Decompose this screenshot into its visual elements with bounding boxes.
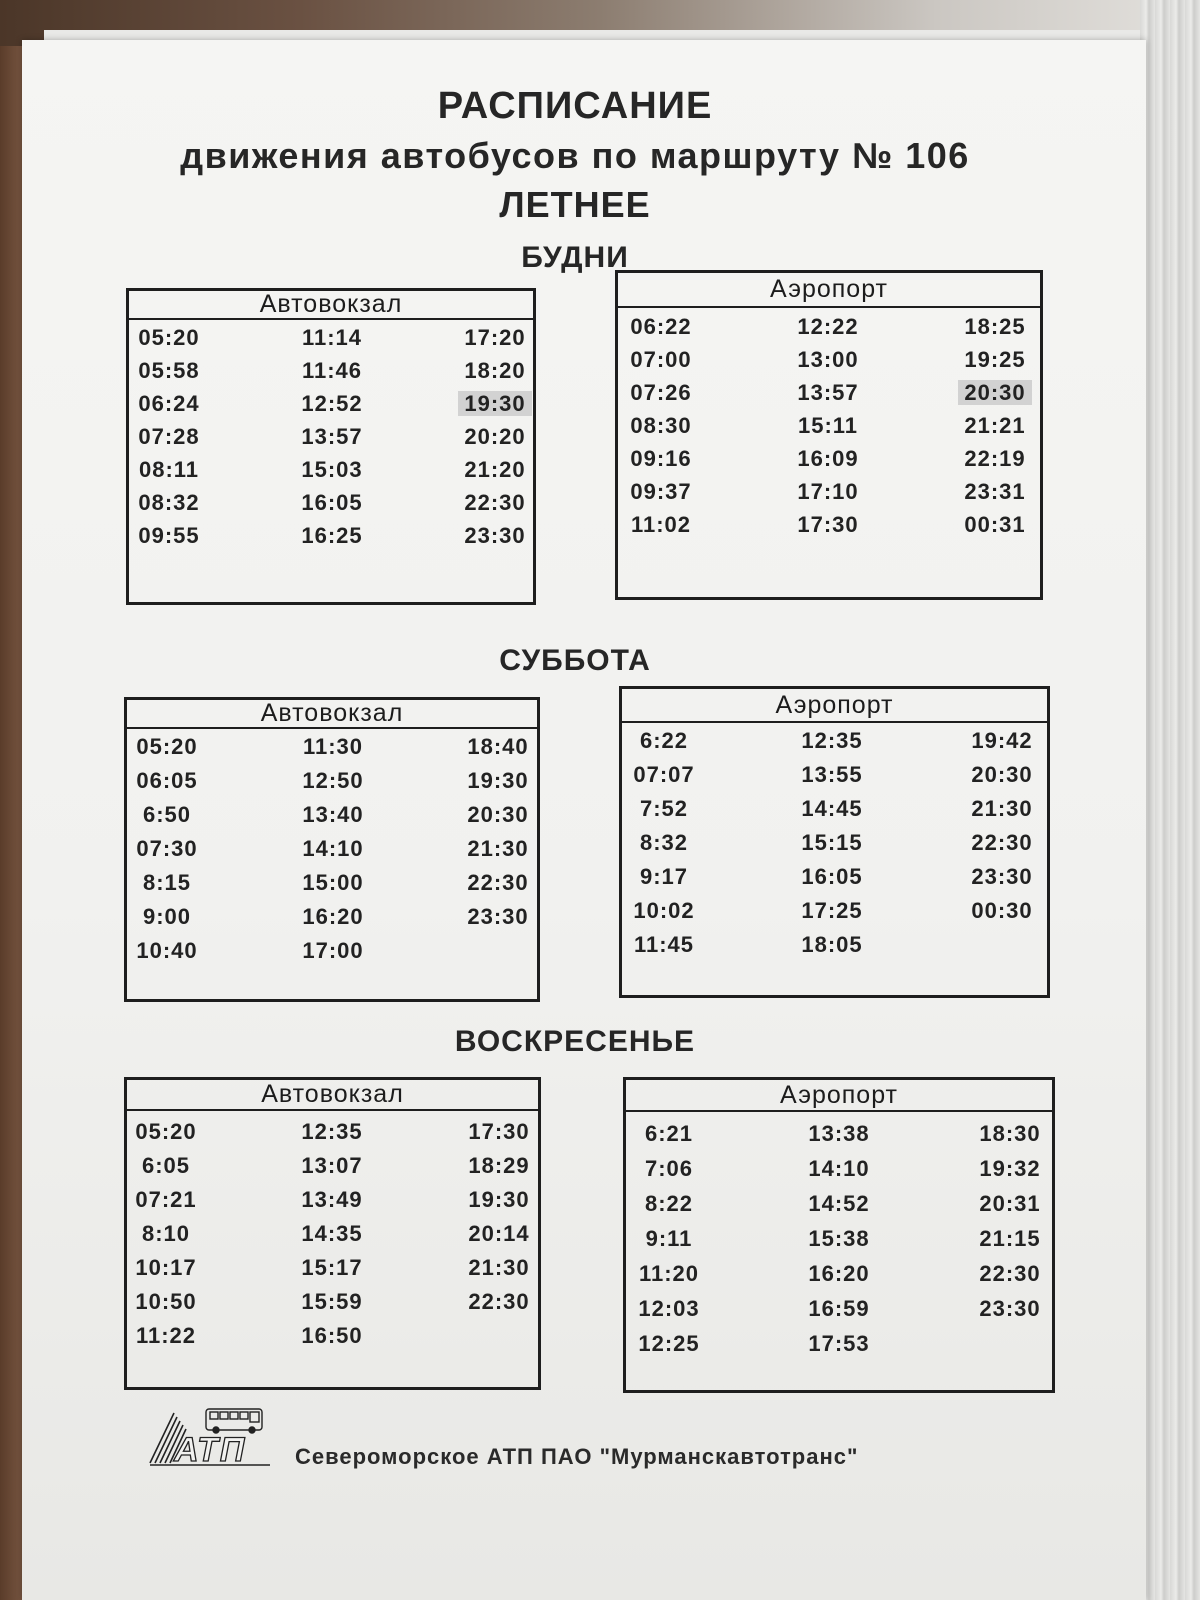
departure-time: 16:20 [808,1261,870,1286]
departure-time: 10:40 [136,938,198,963]
time-cell [955,442,1035,475]
timetable-saturday-airport [619,686,1050,998]
time-cell [792,860,872,894]
time-cell [970,1221,1050,1256]
time-cell [129,387,209,420]
time-cell [459,1115,539,1149]
time-cell [629,1221,709,1256]
timetable-header: Аэропорт [618,273,1040,308]
time-cell [292,1285,372,1319]
departure-time: 6:50 [142,802,192,827]
departure-time: 8:32 [639,830,689,855]
departure-time: 08:30 [630,413,692,438]
time-cell [458,900,538,934]
time-cell [458,764,538,798]
season-label: ЛЕТНЕЕ [499,184,651,225]
departure-time: 15:38 [808,1226,870,1251]
departure-time: 23:31 [964,479,1026,504]
day-heading-saturday: СУББОТА [499,644,651,677]
timetable-header: Автовокзал [129,291,533,320]
time-cell [458,866,538,900]
timetable-weekdays-bus-station [126,288,536,605]
time-cell [127,798,207,832]
time-cell [455,519,535,552]
departure-time: 10:02 [633,898,695,923]
departure-time: 15:17 [301,1255,363,1280]
time-cell [455,321,535,354]
departure-time: 13:38 [808,1121,870,1146]
time-column [970,1116,1050,1326]
timetable-saturday-bus-station [124,697,540,1002]
timetable-sunday-bus-station [124,1077,541,1390]
departure-time: 07:30 [136,836,198,861]
departure-time: 6:21 [644,1121,694,1146]
departure-time: 06:05 [136,768,198,793]
day-heading-sunday: ВОСКРЕСЕНЬЕ [454,1025,696,1058]
time-cell [962,826,1042,860]
time-cell [621,475,701,508]
time-cell [955,376,1035,409]
time-cell [621,310,701,343]
time-cell [293,934,373,968]
time-cell [970,1291,1050,1326]
departure-time: 20:14 [468,1221,530,1246]
time-cell [293,730,373,764]
departure-time: 22:30 [971,830,1033,855]
departure-time: 8:15 [142,870,192,895]
time-cell [292,1115,372,1149]
departure-time: 6:05 [141,1153,191,1178]
time-cell [126,1285,206,1319]
departure-time: 00:31 [964,512,1026,537]
departure-time: 05:20 [136,734,198,759]
departure-time: 07:26 [630,380,692,405]
departure-time: 09:55 [138,523,200,548]
departure-time: 15:00 [302,870,364,895]
time-cell [792,894,872,928]
departure-time: 7:52 [639,796,689,821]
time-cell [970,1186,1050,1221]
time-cell [792,758,872,792]
time-cell [799,1221,879,1256]
time-column [126,1115,206,1353]
time-cell [962,860,1042,894]
departure-time: 14:35 [301,1221,363,1246]
departure-time: 10:17 [135,1255,197,1280]
departure-time: 13:49 [301,1187,363,1212]
departure-time: 21:30 [971,796,1033,821]
time-cell [129,354,209,387]
departure-time: 19:32 [979,1156,1041,1181]
time-cell [962,758,1042,792]
time-cell [458,798,538,832]
departure-time-marked: 19:30 [458,391,531,416]
time-cell [455,387,535,420]
time-cell [129,420,209,453]
departure-time: 11:45 [633,932,695,957]
departure-time: 12:35 [801,728,863,753]
time-cell [455,486,535,519]
departure-time: 17:20 [464,325,526,350]
time-cell [788,475,868,508]
time-cell [792,826,872,860]
departure-time: 09:16 [630,446,692,471]
time-cell [799,1116,879,1151]
time-column [292,1115,372,1353]
departure-time: 22:30 [467,870,529,895]
time-cell [127,934,207,968]
departure-time: 12:22 [797,314,859,339]
time-cell [458,730,538,764]
bus-icon [206,1409,262,1433]
departure-time: 8:10 [141,1221,191,1246]
departure-time: 15:59 [301,1289,363,1314]
departure-time: 19:30 [467,768,529,793]
departure-time: 18:29 [468,1153,530,1178]
departure-time: 16:25 [301,523,363,548]
departure-time: 12:50 [302,768,364,793]
departure-time: 15:11 [797,413,859,438]
departure-time: 07:21 [135,1187,197,1212]
timetable-weekdays-airport [615,270,1043,600]
time-cell [970,1116,1050,1151]
departure-time: 18:20 [464,358,526,383]
departure-time: 23:30 [467,904,529,929]
company-logo [148,1405,273,1467]
time-cell [455,420,535,453]
departure-time: 19:25 [964,347,1026,372]
time-column [792,724,872,962]
time-column [621,310,701,541]
time-cell [792,928,872,962]
time-cell [292,519,372,552]
time-column [459,1115,539,1319]
departure-time: 11:02 [630,512,692,537]
organization-name: Североморское АТП ПАО "Мурманскавтотранс" [295,1444,859,1469]
time-cell [792,724,872,758]
time-cell [127,866,207,900]
time-cell [955,310,1035,343]
time-cell [127,730,207,764]
departure-time: 17:10 [797,479,859,504]
time-cell [621,409,701,442]
departure-time: 13:55 [801,762,863,787]
departure-time: 13:40 [302,802,364,827]
time-cell [455,453,535,486]
departure-time: 16:05 [801,864,863,889]
time-cell [459,1251,539,1285]
time-cell [292,1251,372,1285]
time-cell [621,376,701,409]
time-column [293,730,373,968]
time-cell [292,420,372,453]
time-cell [127,764,207,798]
timetable-header: Автовокзал [127,700,537,729]
departure-time: 06:24 [138,391,200,416]
departure-time: 07:28 [138,424,200,449]
departure-time: 07:07 [633,762,695,787]
departure-time: 9:00 [142,904,192,929]
time-cell [624,928,704,962]
time-cell [292,1217,372,1251]
time-cell [962,724,1042,758]
time-cell [293,764,373,798]
departure-time: 18:05 [801,932,863,957]
time-cell [126,1217,206,1251]
time-cell [292,453,372,486]
timetable-header: Аэропорт [626,1080,1052,1112]
departure-time: 13:57 [301,424,363,449]
time-cell [624,792,704,826]
departure-time: 17:25 [801,898,863,923]
time-cell [788,442,868,475]
departure-time: 16:59 [808,1296,870,1321]
time-column [127,730,207,968]
time-column [624,724,704,962]
time-column [799,1116,879,1361]
time-cell [129,519,209,552]
time-cell [799,1186,879,1221]
time-cell [799,1151,879,1186]
departure-time: 16:20 [302,904,364,929]
time-cell [624,826,704,860]
departure-time: 07:00 [630,347,692,372]
time-cell [292,1319,372,1353]
time-cell [126,1319,206,1353]
departure-time: 05:20 [135,1119,197,1144]
departure-time: 22:30 [464,490,526,515]
time-cell [955,508,1035,541]
departure-time: 18:30 [979,1121,1041,1146]
departure-time: 11:30 [302,734,364,759]
departure-time: 13:07 [301,1153,363,1178]
time-cell [799,1256,879,1291]
time-cell [629,1291,709,1326]
departure-time: 17:30 [797,512,859,537]
time-cell [458,832,538,866]
departure-time: 14:52 [808,1191,870,1216]
time-cell [459,1285,539,1319]
time-cell [955,475,1035,508]
time-cell [459,1149,539,1183]
departure-time: 23:30 [464,523,526,548]
time-cell [955,343,1035,376]
departure-time: 15:15 [801,830,863,855]
departure-time: 23:30 [971,864,1033,889]
day-heading-weekdays: БУДНИ [521,241,629,274]
time-cell [129,453,209,486]
time-cell [788,310,868,343]
departure-time: 17:53 [808,1331,870,1356]
time-cell [126,1183,206,1217]
time-column [292,321,372,552]
time-cell [624,758,704,792]
time-cell [292,387,372,420]
departure-time: 20:30 [971,762,1033,787]
departure-time: 14:10 [808,1156,870,1181]
time-cell [624,724,704,758]
departure-time: 11:46 [301,358,363,383]
time-cell [292,486,372,519]
time-cell [629,1116,709,1151]
departure-time: 05:20 [138,325,200,350]
time-cell [126,1149,206,1183]
time-cell [293,832,373,866]
time-column [455,321,535,552]
time-cell [970,1256,1050,1291]
departure-time: 17:00 [302,938,364,963]
departure-time: 05:58 [138,358,200,383]
departure-time: 12:03 [638,1296,700,1321]
time-cell [788,376,868,409]
departure-time: 8:22 [644,1191,694,1216]
departure-time: 14:45 [801,796,863,821]
time-cell [788,409,868,442]
time-column [788,310,868,541]
departure-time: 13:00 [797,347,859,372]
departure-time: 10:50 [135,1289,197,1314]
time-cell [293,866,373,900]
time-cell [962,792,1042,826]
departure-time: 21:20 [464,457,526,482]
departure-time: 23:30 [979,1296,1041,1321]
time-cell [621,442,701,475]
time-column [629,1116,709,1361]
time-column [129,321,209,552]
departure-time: 20:31 [979,1191,1041,1216]
departure-time: 21:15 [979,1226,1041,1251]
departure-time: 6:22 [639,728,689,753]
time-cell [459,1183,539,1217]
time-cell [629,1256,709,1291]
time-cell [292,321,372,354]
time-cell [788,508,868,541]
departure-time: 16:50 [301,1323,363,1348]
departure-time: 22:30 [468,1289,530,1314]
page-title: РАСПИСАНИЕ [437,85,713,127]
time-cell [621,343,701,376]
time-cell [621,508,701,541]
departure-time: 20:20 [464,424,526,449]
time-cell [799,1326,879,1361]
departure-time: 16:09 [797,446,859,471]
departure-time: 08:11 [138,457,200,482]
time-column [955,310,1035,541]
time-cell [293,900,373,934]
time-cell [126,1251,206,1285]
time-cell [293,798,373,832]
departure-time: 18:25 [964,314,1026,339]
departure-time: 7:06 [644,1156,694,1181]
time-column [962,724,1042,928]
departure-time: 12:35 [301,1119,363,1144]
departure-time: 22:19 [964,446,1026,471]
departure-time: 14:10 [302,836,364,861]
time-cell [127,832,207,866]
timetable-header: Аэропорт [622,689,1047,723]
time-cell [127,900,207,934]
departure-time: 19:42 [971,728,1033,753]
time-cell [459,1217,539,1251]
departure-time: 22:30 [979,1261,1041,1286]
time-cell [792,792,872,826]
timetable-header: Автовокзал [127,1080,538,1111]
departure-time: 17:30 [468,1119,530,1144]
departure-time: 21:30 [467,836,529,861]
departure-time: 15:03 [301,457,363,482]
departure-time: 11:22 [135,1323,197,1348]
route-subtitle: движения автобусов по маршруту № 106 [180,135,970,176]
time-cell [788,343,868,376]
time-cell [129,321,209,354]
time-cell [126,1115,206,1149]
departure-time: 08:32 [138,490,200,515]
time-cell [292,354,372,387]
time-cell [970,1151,1050,1186]
departure-time: 19:30 [468,1187,530,1212]
departure-time: 9:17 [639,864,689,889]
departure-time: 11:20 [638,1261,700,1286]
time-cell [129,486,209,519]
departure-time: 21:21 [964,413,1026,438]
time-cell [799,1291,879,1326]
departure-time: 18:40 [467,734,529,759]
time-cell [455,354,535,387]
time-cell [962,894,1042,928]
time-cell [624,860,704,894]
departure-time: 11:14 [301,325,363,350]
departure-time: 13:57 [797,380,859,405]
departure-time: 12:52 [301,391,363,416]
departure-time: 12:25 [638,1331,700,1356]
timetable-sunday-airport [623,1077,1055,1393]
logo-lettering: АТП [174,1431,247,1467]
time-cell [629,1151,709,1186]
departure-time: 9:11 [645,1226,693,1251]
departure-time: 20:30 [467,802,529,827]
time-cell [629,1326,709,1361]
departure-time: 21:30 [468,1255,530,1280]
departure-time: 16:05 [301,490,363,515]
time-column [458,730,538,934]
departure-time-marked: 20:30 [958,380,1031,405]
time-cell [955,409,1035,442]
time-cell [629,1186,709,1221]
departure-time: 09:37 [630,479,692,504]
time-cell [292,1183,372,1217]
time-cell [292,1149,372,1183]
time-cell [624,894,704,928]
departure-time: 06:22 [630,314,692,339]
departure-time: 00:30 [971,898,1033,923]
